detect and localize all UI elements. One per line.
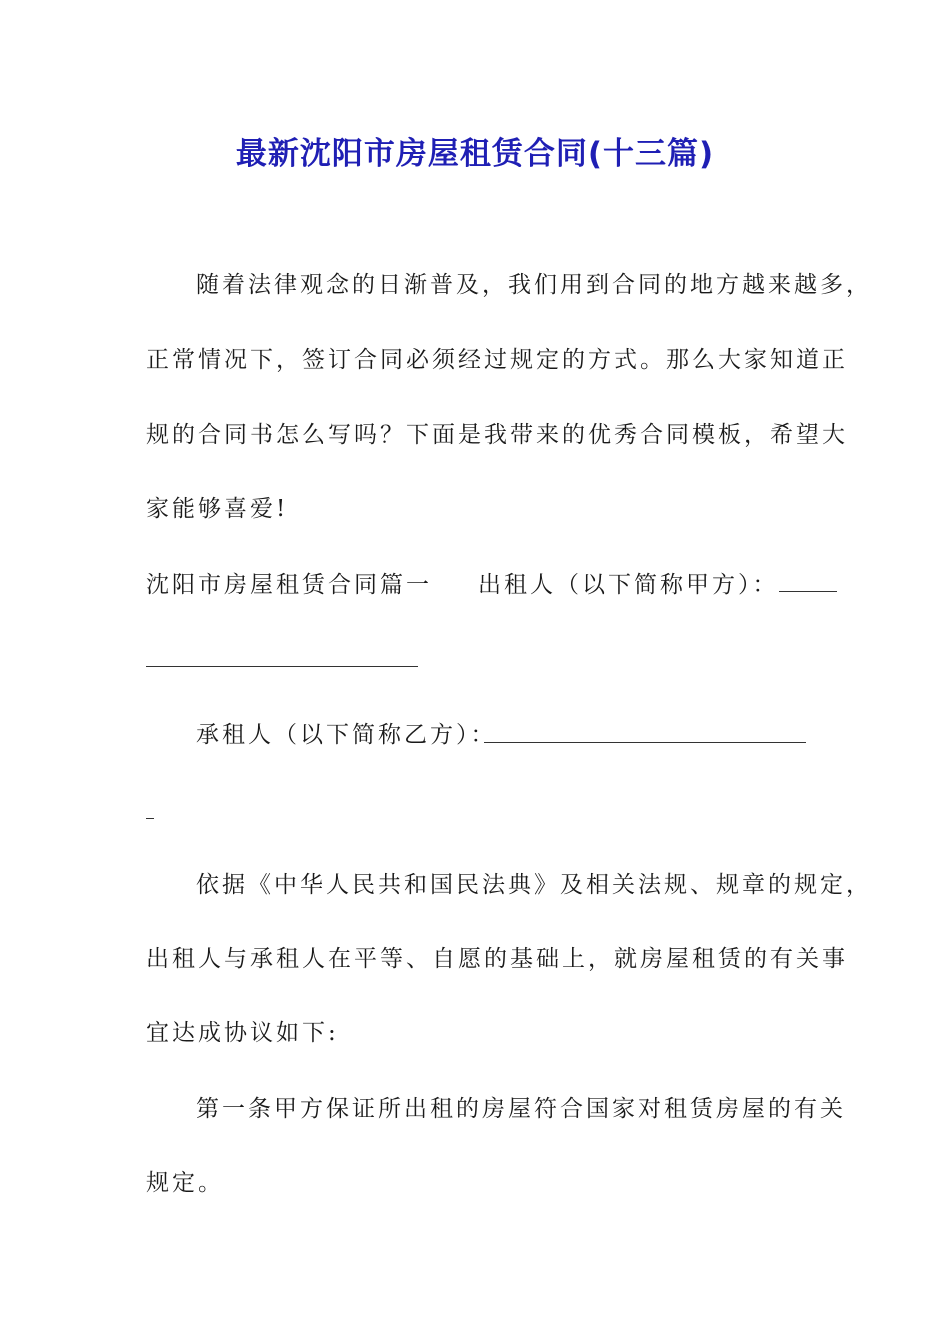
intro-line-2: 正常情况下，签订合同必须经过规定的方式。那么大家知道正 [146,347,848,373]
basis-line-3: 宜达成协议如下: [146,1020,339,1046]
basis-line-1: 依据《中华人民共和国民法典》及相关法规、规章的规定， [196,872,872,898]
article1-line-1: 第一条甲方保证所出租的房屋符合国家对租赁房屋的有关 [196,1096,846,1122]
lessee-label: 承租人（以下简称乙方）： [196,722,497,748]
lessee-line [196,720,497,750]
document-title: 最新沈阳市房屋租赁合同(十三篇) [235,136,715,172]
intro-line-3: 规的合同书怎么写吗？下面是我带来的优秀合同模板，希望大 [146,422,848,448]
lessor-label: 出租人（以下简称甲方）： [478,572,779,598]
article1-line-2: 规定。 [146,1170,224,1196]
lessor-blank-continuation [146,666,418,667]
intro-line-1: 随着法律观念的日渐普及，我们用到合同的地方越来越多， [196,272,872,298]
section-heading-line [146,570,837,600]
section-heading: 沈阳市房屋租赁合同篇一 [146,572,432,598]
basis-line-2: 出租人与承租人在平等、自愿的基础上，就房屋租赁的有关事 [146,946,848,972]
intro-line-4: 家能够喜爱! [146,496,289,522]
lessee-blank-continuation [146,818,154,819]
lessor-blank-line [779,590,837,592]
lessee-blank-line [484,742,806,743]
